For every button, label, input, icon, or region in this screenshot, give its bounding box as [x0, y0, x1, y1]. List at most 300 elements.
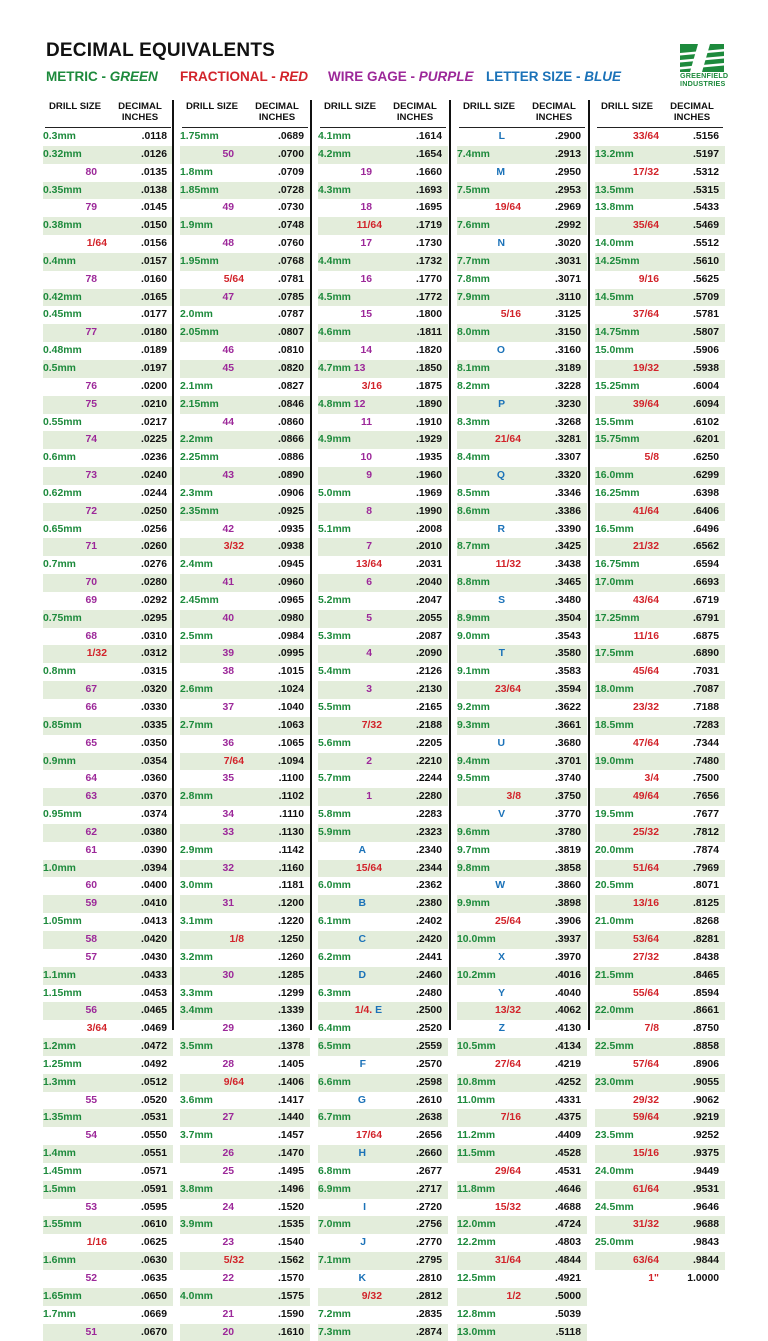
table-row [595, 877, 725, 895]
legend-letter-size: LETTER SIZE - BLUE [486, 69, 622, 84]
decimal-inches: .5610 [692, 255, 719, 267]
decimal-inches: .3819 [554, 844, 581, 856]
decimal-inches: .0280 [140, 577, 167, 589]
drill-size: 3.3mm [180, 987, 213, 999]
drill-size: 3/64 [86, 1023, 107, 1035]
decimal-inches: .0728 [277, 184, 304, 196]
decimal-inches: .1800 [415, 309, 442, 321]
table-row [457, 342, 587, 360]
greenfield-logo [680, 44, 729, 90]
table-row [43, 164, 173, 182]
table-row [318, 1002, 448, 1020]
drill-size: 71 [85, 541, 97, 553]
decimal-inches: .0150 [140, 220, 167, 232]
table-row [43, 735, 173, 753]
table-row [318, 1270, 448, 1288]
table-row [180, 342, 310, 360]
decimal-inches: .0225 [140, 434, 167, 446]
decimal-inches: .7969 [692, 862, 719, 874]
drill-size: 16 [360, 273, 372, 285]
drill-size: 5.7mm [318, 773, 351, 785]
table-row [457, 182, 587, 200]
table-row [595, 324, 725, 342]
drill-size: 0.8mm [43, 666, 76, 678]
table-row [43, 1270, 173, 1288]
drill-size: 77 [85, 327, 97, 339]
column-divider [172, 100, 174, 1030]
decimal-inches: .1440 [277, 1112, 304, 1124]
table-row [318, 681, 448, 699]
decimal-inches: .9062 [692, 1094, 719, 1106]
drill-size: 1.8mm [180, 166, 213, 178]
table-row [318, 146, 448, 164]
table-row [318, 913, 448, 931]
decimal-inches: .1405 [277, 1058, 304, 1070]
decimal-inches: .3189 [554, 362, 581, 374]
drill-size: S [498, 594, 505, 606]
drill-size: 62 [85, 826, 97, 838]
table-row [318, 1163, 448, 1181]
table-row [457, 1020, 587, 1038]
table-row [318, 985, 448, 1003]
drill-size: 9.3mm [457, 719, 490, 731]
drill-size: 4.7mm 13 [318, 362, 366, 374]
decimal-inches: .2344 [415, 862, 442, 874]
decimal-inches: .1570 [277, 1273, 304, 1284]
drill-size: 5/64 [223, 273, 244, 285]
decimal-inches: .2460 [415, 969, 442, 981]
table-row [318, 199, 448, 217]
table-row [43, 985, 173, 1003]
drill-size: 70 [85, 577, 97, 589]
decimal-inches: .1540 [277, 1237, 304, 1249]
drill-size: 2.35mm [180, 505, 219, 517]
table-row [595, 895, 725, 913]
table-row [595, 503, 725, 521]
decimal-inches: .4062 [554, 1005, 581, 1017]
drill-size: 0.9mm [43, 755, 76, 767]
decimal-inches: .9646 [692, 1201, 719, 1213]
decimal-inches: .3110 [555, 291, 581, 303]
decimal-inches: .5906 [692, 345, 719, 357]
drill-size: 1.2mm [43, 1041, 76, 1053]
table-row [43, 146, 173, 164]
decimal-inches: .3425 [554, 541, 581, 553]
table-row [318, 824, 448, 842]
drill-size: 28 [222, 1058, 234, 1070]
drill-size: 73 [85, 470, 97, 482]
drill-size: C [358, 933, 366, 945]
decimal-inches: .0465 [140, 1005, 167, 1017]
header-decimal-inches: DECIMAL INCHES [118, 101, 162, 123]
decimal-inches: .0400 [140, 880, 167, 892]
drill-size: 43/64 [632, 594, 659, 606]
table-row [457, 146, 587, 164]
decimal-inches: .2638 [415, 1112, 442, 1124]
decimal-inches: .9219 [692, 1112, 719, 1124]
drill-size: 10.8mm [457, 1076, 496, 1088]
decimal-inches: .6201 [692, 434, 719, 446]
table-row [457, 271, 587, 289]
table-row [180, 824, 310, 842]
decimal-inches: .1890 [415, 398, 442, 410]
table-row [318, 503, 448, 521]
table-row [43, 913, 173, 931]
table-row [318, 877, 448, 895]
decimal-inches: .4531 [554, 1165, 581, 1177]
decimal-inches: .6791 [692, 612, 719, 624]
decimal-inches: .0360 [140, 773, 167, 785]
drill-size: 2.3mm [180, 487, 213, 499]
drill-size: 1/32 [86, 648, 107, 660]
drill-size: 2.45mm [180, 594, 219, 606]
drill-size: 35 [222, 773, 234, 785]
table-row [457, 877, 587, 895]
decimal-inches: .2031 [415, 559, 442, 571]
decimal-inches: .2210 [415, 755, 442, 767]
drill-size: 20 [222, 1326, 234, 1338]
decimal-inches: .6094 [692, 398, 719, 410]
table-row [457, 1288, 587, 1306]
table-row [318, 717, 448, 735]
table-row [43, 1306, 173, 1324]
table-row [43, 1092, 173, 1110]
decimal-inches: .3281 [554, 434, 581, 446]
drill-size: 67 [85, 684, 97, 696]
drill-size: 8.3mm [457, 416, 490, 428]
drill-size: 44 [222, 416, 234, 428]
table-row [595, 1020, 725, 1038]
drill-size: 53 [85, 1201, 97, 1213]
drill-size: 19.5mm [595, 809, 634, 821]
decimal-inches: .0177 [140, 309, 167, 321]
drill-size: 2 [366, 755, 372, 767]
decimal-inches: .2812 [415, 1290, 442, 1302]
drill-size: 76 [85, 380, 97, 392]
drill-size: 9.4mm [457, 755, 490, 767]
table-row [457, 1056, 587, 1074]
drill-size: 1/8 [229, 933, 244, 945]
table-row [180, 1270, 310, 1288]
decimal-inches: .2570 [415, 1058, 442, 1070]
drill-size: 1.75mm [180, 131, 219, 142]
decimal-inches: .0689 [277, 131, 304, 142]
table-row [318, 414, 448, 432]
decimal-inches: .5625 [692, 273, 719, 285]
table-row [180, 485, 310, 503]
drill-size: 1.5mm [43, 1183, 76, 1195]
decimal-inches: .4252 [554, 1076, 581, 1088]
decimal-inches: .8906 [692, 1058, 719, 1070]
drill-size: 4.6mm [318, 327, 351, 339]
drill-size: 1.3mm [43, 1076, 76, 1088]
drill-size: 3.5mm [180, 1041, 213, 1053]
table-row [457, 985, 587, 1003]
decimal-inches: .5312 [692, 166, 719, 178]
decimal-inches: .1719 [415, 220, 442, 232]
table-row [180, 289, 310, 307]
drill-size: 14 [360, 345, 372, 357]
table-row [43, 521, 173, 539]
table-row [318, 1145, 448, 1163]
table-row [595, 788, 725, 806]
decimal-inches: .6594 [692, 559, 719, 571]
table-row [318, 1252, 448, 1270]
table-row [595, 1145, 725, 1163]
decimal-inches: .1811 [416, 327, 442, 339]
decimal-inches: .0984 [277, 630, 304, 642]
table-row [457, 538, 587, 556]
table-row [318, 521, 448, 539]
drill-size: 6 [366, 577, 372, 589]
decimal-inches: .0492 [140, 1058, 167, 1070]
table-row [180, 949, 310, 967]
decimal-inches: .2280 [415, 791, 442, 803]
drill-size: 1.25mm [43, 1058, 82, 1070]
drill-size: 61 [85, 844, 97, 856]
decimal-inches: .1040 [277, 702, 304, 713]
table-row [43, 360, 173, 378]
drill-size: 15/32 [494, 1201, 521, 1213]
decimal-inches: .1654 [415, 148, 442, 160]
decimal-inches: .4016 [554, 969, 581, 981]
table-row [180, 449, 310, 467]
table-row [318, 1038, 448, 1056]
drill-size: 23 [222, 1237, 234, 1249]
drill-size: 7.9mm [457, 291, 490, 303]
table-row [318, 342, 448, 360]
table-row [457, 1127, 587, 1145]
drill-size: 15/16 [632, 1148, 659, 1160]
table-row [318, 1234, 448, 1252]
table-row [318, 235, 448, 253]
table-row [180, 324, 310, 342]
table-row [595, 199, 725, 217]
decimal-inches: .0827 [277, 380, 304, 392]
drill-size: 32 [222, 862, 234, 874]
table-column [180, 100, 310, 1341]
drill-size: 21.5mm [595, 969, 634, 981]
decimal-inches: .3390 [554, 523, 581, 535]
table-row [595, 1074, 725, 1092]
table-row [595, 663, 725, 681]
drill-size: 11.8mm [457, 1183, 496, 1195]
decimal-inches: .6004 [692, 380, 719, 392]
drill-size: 37/64 [632, 309, 659, 321]
table-row [595, 913, 725, 931]
decimal-inches: .0354 [140, 755, 167, 767]
drill-size: 1.65mm [43, 1290, 82, 1302]
drill-size: 13/16 [632, 898, 659, 910]
drill-size: 79 [85, 202, 97, 214]
table-row [595, 1038, 725, 1056]
table-row [318, 271, 448, 289]
decimal-inches: .0650 [140, 1290, 167, 1302]
drill-size: 65 [85, 737, 97, 749]
decimal-inches: .3504 [554, 612, 581, 624]
decimal-inches: .1250 [277, 933, 304, 945]
drill-size: 5/8 [644, 452, 659, 464]
drill-size: 13/64 [355, 559, 382, 571]
header-drill-size: DRILL SIZE [48, 101, 102, 112]
decimal-inches: .6406 [692, 505, 719, 517]
table-row [595, 431, 725, 449]
drill-size: X [498, 951, 505, 963]
drill-size: 11.5mm [457, 1148, 496, 1160]
decimal-inches: .0531 [140, 1112, 167, 1124]
drill-size: 0.4mm [43, 255, 76, 267]
decimal-inches: .1417 [277, 1094, 304, 1106]
decimal-inches: .3020 [554, 238, 581, 250]
decimal-inches: .0315 [140, 666, 167, 678]
drill-size: 47 [222, 291, 234, 303]
drill-size: 50 [222, 148, 234, 160]
page-title: DECIMAL EQUIVALENTS [46, 40, 275, 61]
drill-size: 49/64 [632, 791, 659, 803]
decimal-inches: .3320 [554, 470, 581, 482]
decimal-inches: .4724 [554, 1219, 581, 1231]
table-row [595, 592, 725, 610]
drill-size: 31 [222, 898, 234, 910]
drill-size: 2.5mm [180, 630, 213, 642]
greenfield-logo-mark-icon [680, 44, 724, 72]
decimal-inches: .7677 [692, 809, 719, 821]
table-row [595, 967, 725, 985]
drill-size: 6.9mm [318, 1183, 351, 1195]
drill-size: 27/64 [494, 1058, 521, 1070]
decimal-inches: .6693 [692, 577, 719, 589]
decimal-inches: .2598 [415, 1076, 442, 1088]
decimal-inches: .4375 [554, 1112, 581, 1124]
decimal-inches: .1535 [277, 1219, 304, 1231]
table-row [457, 414, 587, 432]
decimal-inches: .2165 [415, 702, 442, 713]
drill-size: 59/64 [632, 1112, 659, 1124]
drill-size: 0.5mm [43, 362, 76, 374]
decimal-inches: .3480 [554, 594, 581, 606]
decimal-inches: .0625 [140, 1237, 167, 1249]
table-row [43, 1324, 173, 1341]
decimal-inches: .7031 [692, 666, 719, 678]
decimal-inches: .1094 [277, 755, 304, 767]
decimal-inches: .2770 [415, 1237, 442, 1249]
drill-size: 64 [85, 773, 97, 785]
drill-size: 8.1mm [457, 362, 490, 374]
table-row [43, 556, 173, 574]
decimal-inches: .3661 [554, 719, 581, 731]
drill-size: 7/16 [500, 1112, 521, 1124]
drill-size: 2.4mm [180, 559, 213, 571]
table-row [180, 521, 310, 539]
drill-size: 10.2mm [457, 969, 496, 981]
table-row [457, 913, 587, 931]
decimal-inches: .0210 [140, 398, 167, 410]
table-row [43, 1020, 173, 1038]
decimal-inches: .0433 [140, 969, 167, 981]
decimal-inches: .7874 [692, 844, 719, 856]
decimal-inches: .1378 [277, 1041, 304, 1053]
decimal-inches: .0160 [140, 273, 167, 285]
drill-size: 5.9mm [318, 826, 351, 838]
drill-size: 59 [85, 898, 97, 910]
decimal-inches: .1496 [277, 1183, 304, 1195]
decimal-inches: .0157 [140, 255, 167, 267]
drill-size: B [358, 898, 366, 910]
drill-size: 3.6mm [180, 1094, 213, 1106]
header-decimal-inches: DECIMAL INCHES [255, 101, 299, 123]
decimal-inches: .4219 [554, 1058, 581, 1070]
drill-size: 8.8mm [457, 577, 490, 589]
logo-text-line1: GREENFIELD [680, 71, 729, 80]
table-row [318, 164, 448, 182]
table-row [318, 485, 448, 503]
decimal-inches: .2008 [415, 523, 442, 535]
table-row [318, 1216, 448, 1234]
decimal-inches: .5118 [555, 1326, 581, 1338]
decimal-inches: .0260 [140, 541, 167, 553]
table-row [457, 360, 587, 378]
drill-size: 7.4mm [457, 148, 490, 160]
decimal-inches: .2090 [415, 648, 442, 660]
drill-size: 3/32 [223, 541, 244, 553]
table-row [180, 271, 310, 289]
drill-size: 12.2mm [457, 1237, 496, 1249]
decimal-inches: .6719 [692, 594, 719, 606]
drill-size: 2.2mm [180, 434, 213, 446]
decimal-inches: .8750 [692, 1023, 719, 1035]
drill-size: 3.7mm [180, 1130, 213, 1142]
drill-size: 34 [222, 809, 234, 821]
drill-size: 66 [85, 702, 97, 713]
decimal-inches: .1875 [415, 380, 442, 392]
table-row [457, 521, 587, 539]
decimal-inches: .0240 [140, 470, 167, 482]
table-row [595, 717, 725, 735]
table-row [318, 1074, 448, 1092]
decimal-inches: .3770 [554, 809, 581, 821]
column-divider [310, 100, 312, 1030]
drill-size: 7.0mm [318, 1219, 351, 1231]
table-column [595, 100, 725, 1288]
drill-size: 1.85mm [180, 184, 219, 196]
drill-size: 19/32 [632, 362, 659, 374]
decimal-inches: .5433 [692, 202, 719, 214]
decimal-inches: .0890 [277, 470, 304, 482]
drill-size: 0.62mm [43, 487, 82, 499]
table-row [180, 681, 310, 699]
table-row [43, 1216, 173, 1234]
table-row [457, 967, 587, 985]
table-row [318, 306, 448, 324]
drill-size: 14.0mm [595, 238, 634, 250]
decimal-inches: .0197 [140, 362, 167, 374]
table-row [43, 378, 173, 396]
drill-size: 49 [222, 202, 234, 214]
table-row [595, 128, 725, 146]
table-row [180, 985, 310, 1003]
drill-size: 3.0mm [180, 880, 213, 892]
table-row [43, 717, 173, 735]
decimal-inches: .2874 [415, 1326, 442, 1338]
drill-size: 3/16 [361, 380, 382, 392]
drill-size: 1 [366, 791, 372, 803]
table-row [43, 574, 173, 592]
table-row [595, 1092, 725, 1110]
drill-size: 38 [222, 666, 234, 678]
drill-size: 7.8mm [457, 273, 490, 285]
table-row [318, 574, 448, 592]
table-row [43, 1038, 173, 1056]
